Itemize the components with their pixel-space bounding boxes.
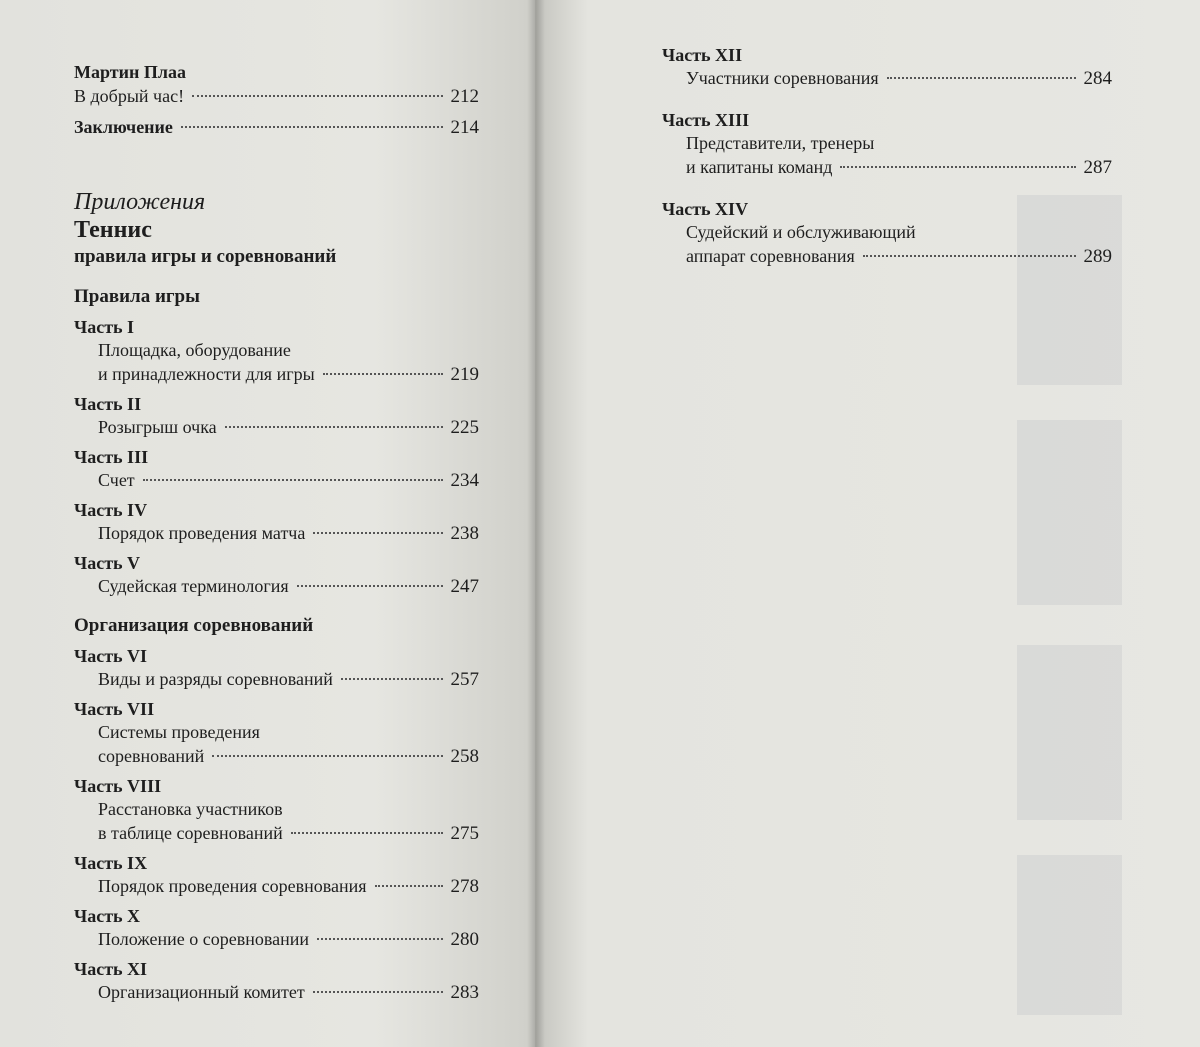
toc-entry	[74, 84, 479, 109]
dot-leader	[375, 885, 443, 887]
entry-title: В добрый час!	[74, 86, 185, 106]
dot-leader	[181, 126, 443, 128]
dot-leader	[863, 255, 1076, 257]
part-title-line: Расстановка участников	[98, 799, 283, 819]
page-number: 280	[450, 929, 479, 950]
toc-entry	[74, 667, 479, 692]
parts-list	[74, 316, 479, 599]
bleed-through-image	[1017, 855, 1122, 1015]
entry-title: Розыгрыш очка	[98, 417, 217, 437]
dot-leader	[291, 832, 443, 834]
dot-leader	[192, 95, 442, 97]
part-title-line: Площадка, оборудование	[98, 340, 291, 360]
dot-leader	[212, 755, 442, 757]
toc-entry	[74, 415, 479, 440]
page-number: 234	[450, 470, 479, 491]
page-number: 214	[450, 117, 479, 138]
toc-entry	[74, 115, 479, 140]
toc-entry	[662, 66, 1112, 91]
part-label: Часть XII	[662, 45, 743, 65]
entry-title: Заключение	[74, 117, 173, 137]
subsection-heading: Правила игры	[74, 286, 200, 307]
dot-leader	[297, 585, 443, 587]
dot-leader	[313, 532, 442, 534]
part-label: Часть XIV	[662, 199, 749, 219]
entry-title: Виды и разряды соревнований	[98, 669, 333, 689]
toc-entry	[74, 927, 479, 952]
page-number: 219	[450, 364, 479, 385]
part-label: Часть II	[74, 394, 142, 414]
parts-list	[662, 44, 1112, 269]
part-label: Часть XIII	[662, 110, 750, 130]
page-number: 247	[450, 576, 479, 597]
part-label: Часть I	[74, 317, 135, 337]
toc-entry	[662, 155, 1112, 180]
entry-title: и капитаны команд	[686, 157, 833, 177]
part-label: Часть V	[74, 553, 141, 573]
page-number: 258	[450, 746, 479, 767]
toc-entry	[74, 821, 479, 846]
part-label: Часть XI	[74, 959, 148, 979]
dot-leader	[225, 426, 443, 428]
dot-leader	[341, 678, 443, 680]
page-number: 225	[450, 417, 479, 438]
author-heading: Мартин Плаа	[74, 62, 186, 82]
entry-title: Судейская терминология	[98, 576, 289, 596]
dot-leader	[317, 938, 443, 940]
section-title: Теннис	[74, 217, 152, 243]
entry-title: Счет	[98, 470, 135, 490]
entry-title: аппарат соревнования	[686, 246, 855, 266]
page-number: 238	[450, 523, 479, 544]
part-label: Часть IV	[74, 500, 148, 520]
dot-leader	[323, 373, 443, 375]
section-subtitle: правила игры и соревнований	[74, 246, 337, 267]
toc-entry	[74, 980, 479, 1005]
part-label: Часть VI	[74, 646, 148, 666]
toc-entry	[74, 744, 479, 769]
page-number: 284	[1083, 68, 1112, 89]
part-title-line: Представители, тренеры	[686, 133, 875, 153]
bleed-through-image	[1017, 420, 1122, 605]
part-label: Часть VIII	[74, 776, 162, 796]
part-label: Часть X	[74, 906, 141, 926]
dot-leader	[313, 991, 443, 993]
page-number: 275	[450, 823, 479, 844]
toc-entry	[74, 362, 479, 387]
part-title-line: Системы проведения	[98, 722, 260, 742]
toc-entry	[74, 468, 479, 493]
page-number: 257	[450, 669, 479, 690]
dot-leader	[840, 166, 1075, 168]
page-number: 289	[1083, 246, 1112, 267]
toc-entry	[662, 244, 1112, 269]
part-label: Часть VII	[74, 699, 155, 719]
dot-leader	[887, 77, 1076, 79]
dot-leader	[143, 479, 443, 481]
entry-title: и принадлежности для игры	[98, 364, 315, 384]
parts-list	[74, 645, 479, 1005]
part-label: Часть IX	[74, 853, 148, 873]
entry-title: Порядок проведения матча	[98, 523, 306, 543]
entry-title: Порядок проведения соревнования	[98, 876, 367, 896]
entry-title: в таблице соревнований	[98, 823, 283, 843]
page-number: 278	[450, 876, 479, 897]
bleed-through-image	[1017, 645, 1122, 820]
page-number: 287	[1083, 157, 1112, 178]
toc-entry	[74, 574, 479, 599]
entry-title: Организационный комитет	[98, 982, 305, 1002]
entry-title: Положение о соревновании	[98, 929, 309, 949]
page-number: 212	[450, 86, 479, 107]
toc-entry	[74, 521, 479, 546]
book-gutter	[527, 0, 545, 1047]
entry-title: Участники соревнования	[686, 68, 879, 88]
part-label: Часть III	[74, 447, 149, 467]
right-toc	[662, 38, 1112, 269]
entry-title: соревнований	[98, 746, 205, 766]
subsection-heading: Организация соревнований	[74, 615, 314, 636]
left-toc	[74, 60, 479, 1005]
appendix-heading: Приложения	[74, 189, 206, 215]
toc-entry	[74, 874, 479, 899]
page-number: 283	[450, 982, 479, 1003]
part-title-line: Судейский и обслуживающий	[686, 222, 916, 242]
